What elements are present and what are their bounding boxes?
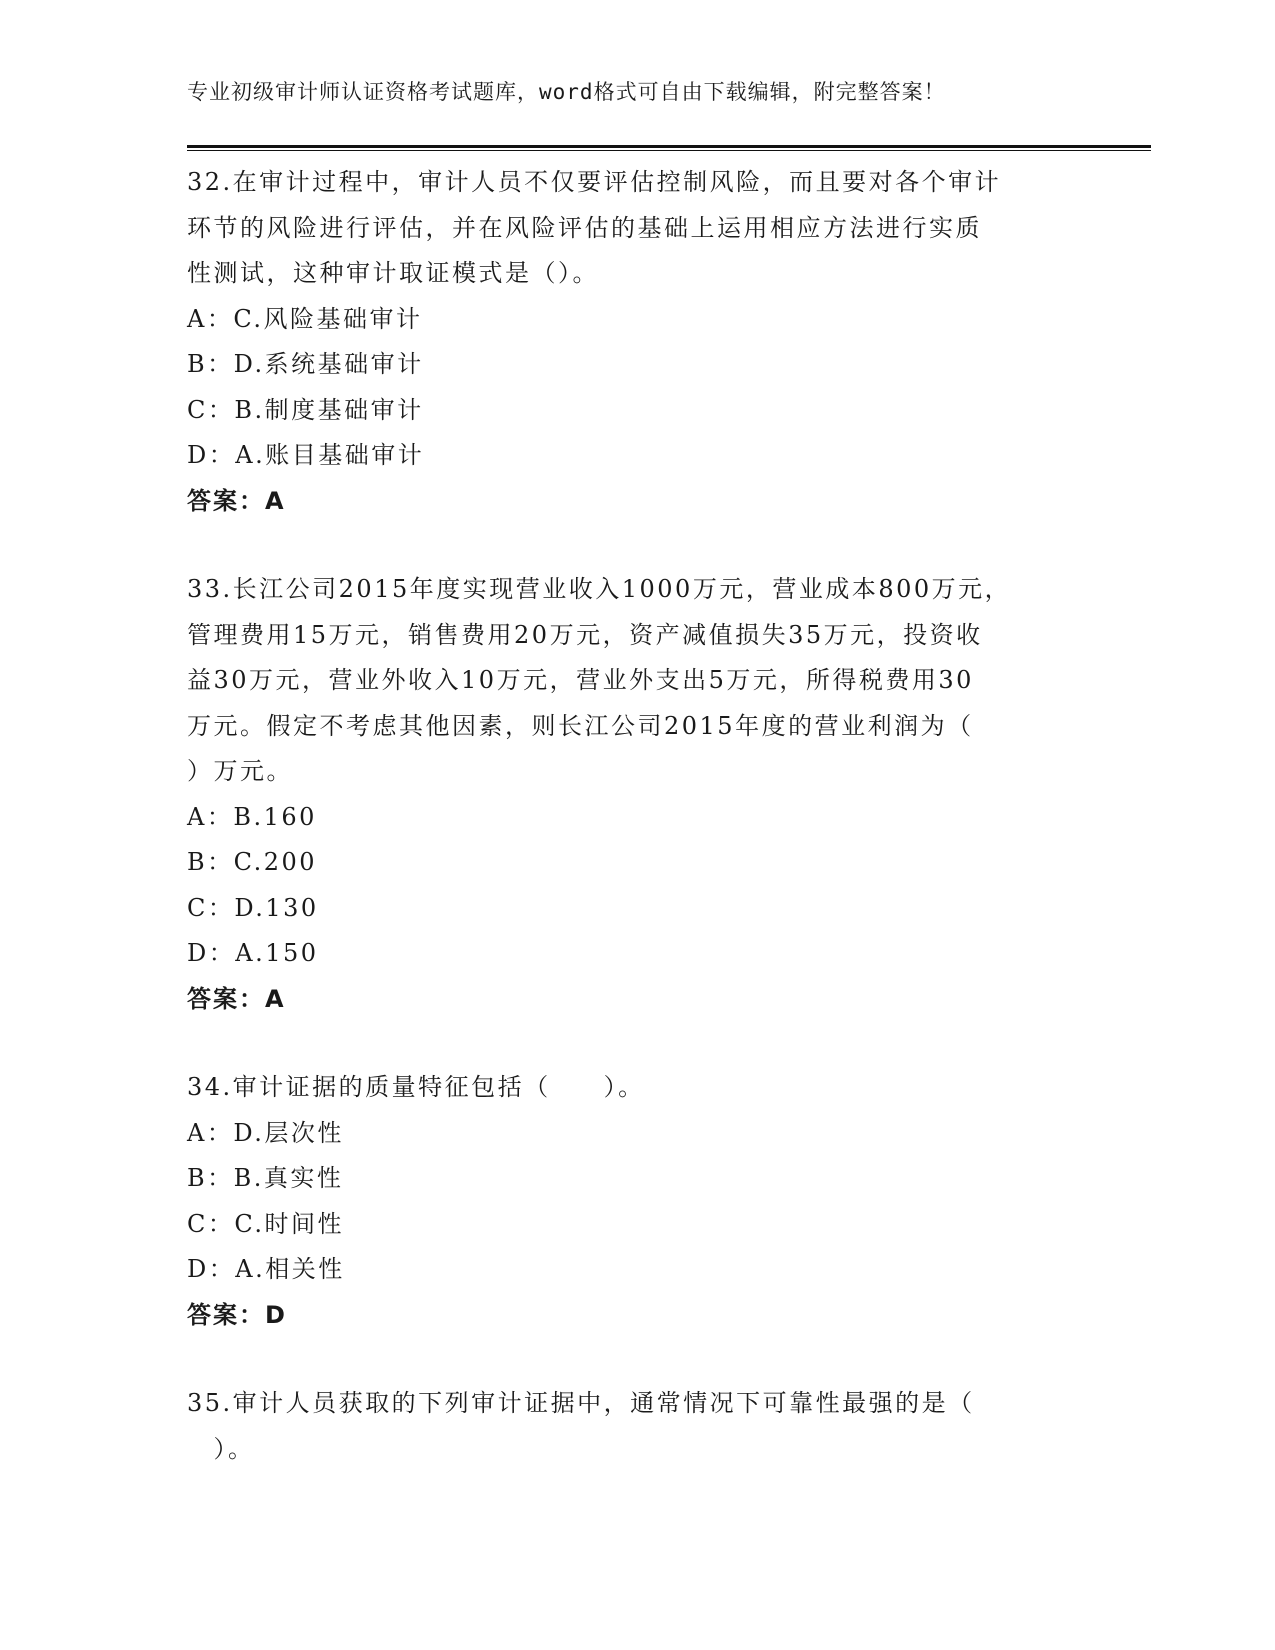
answer-line: 答案：D [187,1300,287,1329]
question-stem: 34.审计证据的质量特征包括（ ）。 [187,1073,645,1101]
question-stem: 32.在审计过程中，审计人员不仅要评估控制风险，而且要对各个审计 环节的风险进行评估，并在风险评估的基础上运用相应方法进行实质 性测试，这种审计取证模式是（）。 [187,168,1002,287]
question-34 [187,1065,1087,1338]
header-rule-thin [187,150,1151,151]
option-d: D：A.相关性 [187,1255,345,1283]
option-c: C：C.时间性 [187,1209,344,1238]
option-c: C：B.制度基础审计 [187,395,424,424]
option-d: D：A.150 [187,939,319,967]
option-d: D：A.账目基础审计 [187,441,425,469]
header-rule-thick [187,145,1151,148]
page-header: 专业初级审计师认证资格考试题库，word格式可自由下载编辑，附完整答案！ [187,80,946,104]
question-32 [187,160,1087,524]
option-b: B：C.200 [187,848,318,876]
question-stem: 35.审计人员获取的下列审计证据中，通常情况下可靠性最强的是（ ）。 [187,1389,975,1463]
answer-line: 答案：A [187,486,286,515]
option-a: A：D.层次性 [187,1118,344,1147]
question-33 [187,567,1087,1022]
option-a: A：C.风险基础审计 [187,304,423,333]
option-b: B：B.真实性 [187,1164,344,1192]
question-35 [187,1381,1087,1472]
option-a: A：B.160 [187,802,317,831]
question-stem: 33.长江公司2015年度实现营业收入1000万元，营业成本800万元， 管理费用15万元，销售费用20万元，资产减值损失35万元，投资收 益30万元，营业外收入10万元，营业外支出5万元，所得税费用30 万元。假定不考虑其他因素，则长江公司2015年度的营业利润为（ ）万元。 [187,575,1012,785]
option-c: C：D.130 [187,893,319,922]
option-b: B：D.系统基础审计 [187,350,424,378]
questions-list [187,160,1087,1472]
answer-line: 答案：A [187,984,286,1013]
